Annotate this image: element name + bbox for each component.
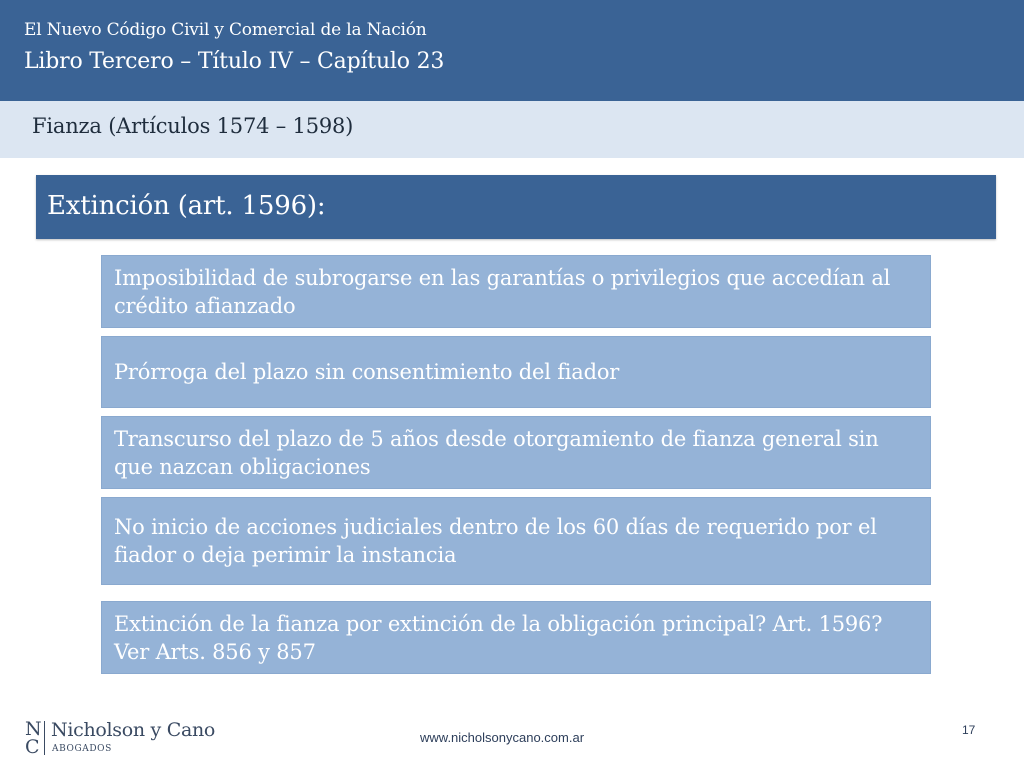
list-item bbox=[101, 497, 931, 585]
header-title: Libro Tercero – Título IV – Capítulo 23 bbox=[24, 49, 445, 74]
logo-name: Nicholson y Cano bbox=[51, 719, 216, 741]
list-item-text: Transcurso del plazo de 5 años desde otorgamiento de fianza general sin que nazcan obligaciones bbox=[114, 426, 879, 479]
list-item-text: No inicio de acciones judiciales dentro de los 60 días de requerido por el fiador o deja perimir la instancia bbox=[114, 515, 877, 567]
page-number: 17 bbox=[962, 723, 976, 737]
logo-subtitle: ABOGADOS bbox=[52, 744, 112, 754]
logo-monogram-c: C bbox=[25, 736, 40, 758]
list-item bbox=[101, 336, 931, 408]
topic-band bbox=[0, 101, 1024, 158]
firm-logo bbox=[25, 718, 225, 758]
header-subtitle: El Nuevo Código Civil y Comercial de la Nación bbox=[24, 20, 427, 40]
section-title: Extinción (art. 1596): bbox=[47, 191, 326, 221]
website-link[interactable]: www.nicholsonycano.com.ar bbox=[420, 730, 585, 745]
list-item bbox=[101, 416, 931, 489]
list-item-text: Imposibilidad de subrogarse en las garantías o privilegios que accedían al crédito afianzado bbox=[114, 265, 891, 318]
list-item bbox=[101, 601, 931, 674]
slide-header bbox=[0, 0, 1024, 101]
list-item-text: Extinción de la fianza por extinción de la obligación principal? Art. 1596? Ver Arts. 856 y 857 bbox=[114, 611, 883, 664]
list-item-text: Prórroga del plazo sin consentimiento del fiador bbox=[114, 360, 620, 384]
logo-divider bbox=[44, 721, 45, 755]
section-bar bbox=[36, 175, 996, 239]
logo-monogram-n: N bbox=[25, 718, 42, 740]
list-item bbox=[101, 255, 931, 328]
topic-title: Fianza (Artículos 1574 – 1598) bbox=[32, 114, 354, 138]
